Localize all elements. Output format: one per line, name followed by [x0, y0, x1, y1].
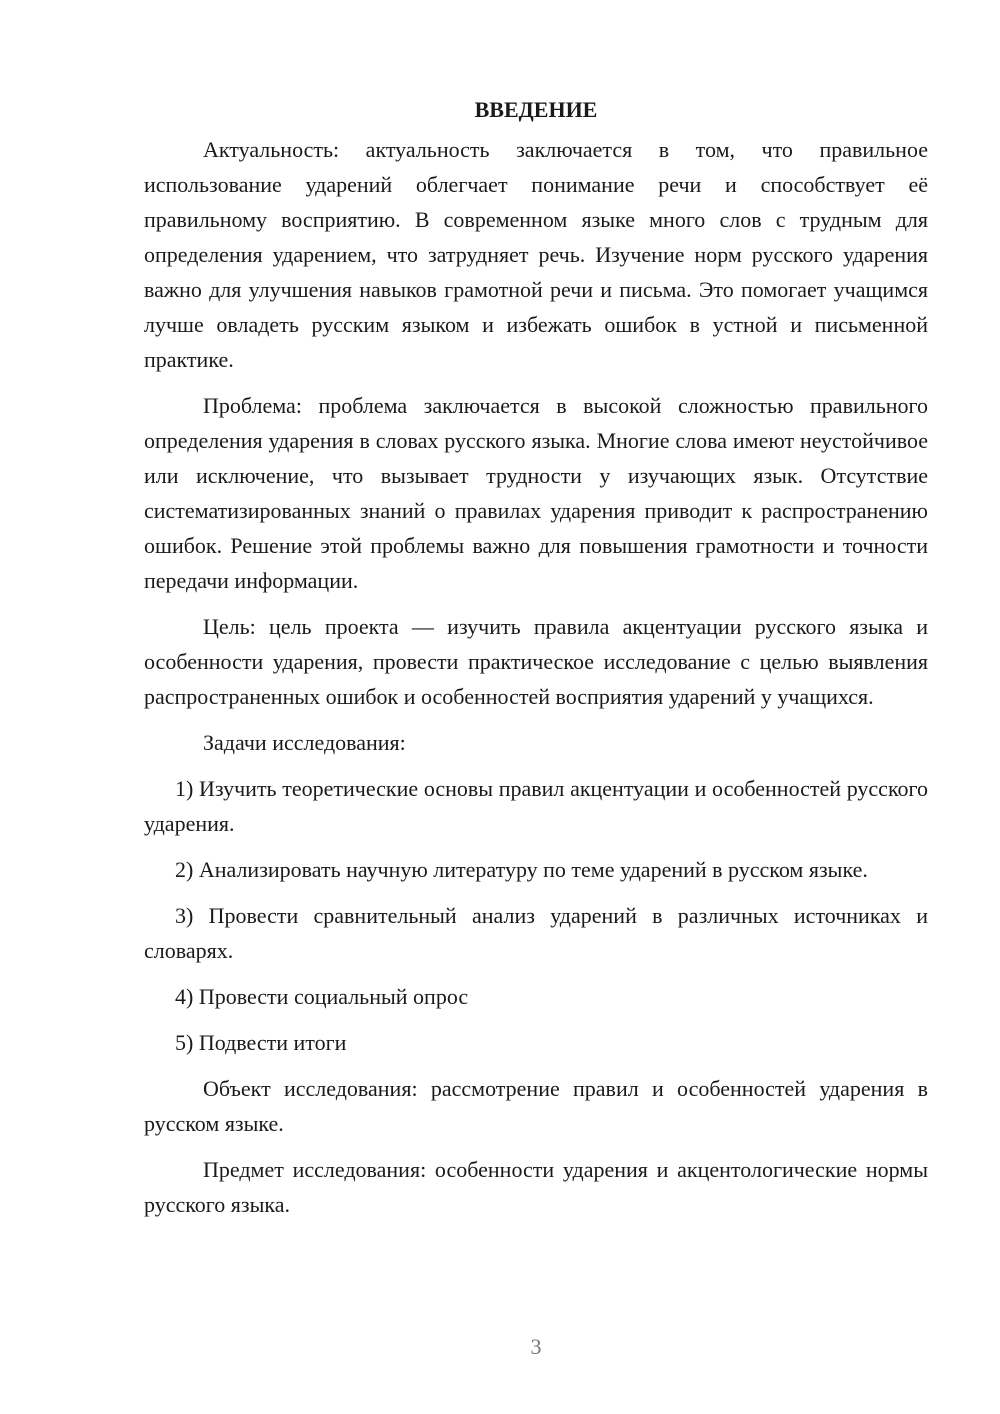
- task-item-2: 2) Анализировать научную литературу по теме ударений в русском языке.: [175, 857, 868, 882]
- paragraph-object: Объект исследования: рассмотрение правил и особенностей ударения в русском языке.: [144, 1076, 928, 1136]
- paragraph-relevance: Актуальность: актуальность заключается в том, что правильное использование ударений облегчает понимание речи и способствует её правильному восприятию. В современном языке много слов с трудным для определения ударением, что затрудняет речь. Изучение норм русского ударения важно для улучшения навыков грамотной речи и письма. Это помогает учащимся лучше овладеть русским языком и избежать ошибок в устной и письменной практике.: [144, 137, 928, 372]
- task-item-1: 1) Изучить теоретические основы правил акцентуации и особенностей русского ударения.: [144, 776, 928, 836]
- paragraph-problem: Проблема: проблема заключается в высокой сложностью правильного определения ударения в словах русского языка. Многие слова имеют неустойчивое или исключение, что вызывает трудности у изучающих язык. Отсутствие систематизированных знаний о правилах ударения приводит к распространению ошибок. Решение этой проблемы важно для повышения грамотности и точности передачи информации.: [144, 393, 928, 593]
- page-number: 3: [530, 1334, 542, 1359]
- task-item-3: 3) Провести сравнительный анализ ударений в различных источниках и словарях.: [144, 903, 928, 963]
- paragraph-subject: Предмет исследования: особенности ударения и акцентологические нормы русского языка.: [144, 1157, 928, 1217]
- task-item-5: 5) Подвести итоги: [175, 1030, 347, 1055]
- document-page: [144, 92, 928, 1233]
- page-title: ВВЕДЕНИЕ: [474, 97, 598, 122]
- paragraph-goal: Цель: цель проекта — изучить правила акцентуации русского языка и особенности ударения, провести практическое исследование с целью выявления распространенных ошибок и особенностей восприятия ударений у учащихся.: [144, 614, 928, 709]
- tasks-heading: Задачи исследования:: [203, 730, 406, 755]
- task-item-4: 4) Провести социальный опрос: [175, 984, 469, 1009]
